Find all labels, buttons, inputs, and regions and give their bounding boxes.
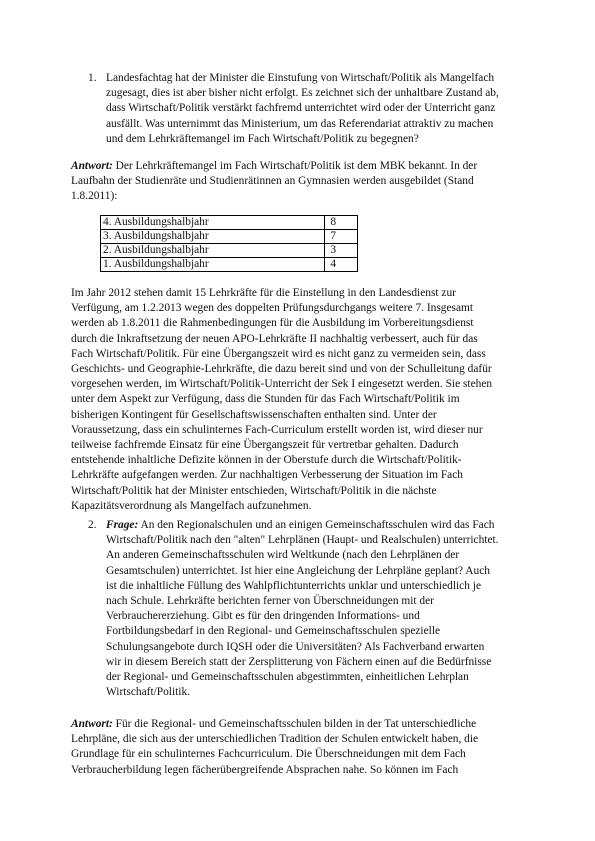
question-label: Frage: xyxy=(106,519,139,531)
q2-number: 2. xyxy=(88,519,97,531)
a1-body xyxy=(71,286,492,514)
a1-intro xyxy=(71,159,477,205)
a2-first-line xyxy=(71,717,478,732)
table-row xyxy=(101,258,358,272)
answer-label: Antwort: xyxy=(71,718,113,730)
q2-line: ist die inhaltliche Füllung des Wahlpflichtunterrichts unklar und unterschiedlich je xyxy=(106,579,481,592)
a2-line: Lehrpläne, die sich aus der unterschiedlichen Tradition der Schulen entwickelt haben, die xyxy=(71,733,479,746)
answer-label: Antwort: xyxy=(71,160,113,172)
q1-number: 1. xyxy=(88,72,97,84)
q2-line: Fortbildungsbedarf in den Regional- und Gemeinschaftsschulen spezielle xyxy=(106,625,441,638)
a1-body-line: bisherigen Kontingent für Gesellschaftswissenschaften enthalten sind. Unter der xyxy=(71,408,437,421)
a1-first-line xyxy=(71,159,477,174)
semester-count: 3 xyxy=(325,244,358,258)
semester-label: 4. Ausbildungshalbjahr xyxy=(101,216,325,230)
semester-label: 2. Ausbildungshalbjahr xyxy=(101,244,325,258)
a2-line: Verbraucherbildung legen fächerübergreifende Absprachen nahe. So können im Fach xyxy=(71,763,459,776)
a1-intro-line: Laufbahn der Studienräte und Studienrätinnen an Gymnasien werden ausgebildet (Stand xyxy=(71,175,474,188)
a1-body-line: vorgesehen werden, im Wirtschaft/Politik-Unterricht der Sek I eingesetzt werden. Sie stehen xyxy=(71,378,493,391)
q1-line: Landesfachtag hat der Minister die Einstufung von Wirtschaft/Politik als Mangelfach xyxy=(106,72,495,84)
q2-line: wir in diesem Bereich statt der Zersplitterung von Fächern einen auf die Bedürfnisse xyxy=(106,655,492,668)
q1-line: und dem Lehrkräftemangel im Fach Wirtschaft/Politik zu begegnen? xyxy=(106,132,419,145)
a1-body-line: teilweise fachfremde Einsatz für eine Übergangszeit für vertretbar gehalten. Dadurch xyxy=(71,439,459,452)
table-row xyxy=(101,230,358,244)
a1-body-line: Voraussetzung, dass ein schulinternes Fach-Curriculum erstellt worden ist, wird dieser nur xyxy=(71,423,483,436)
training-semester-table xyxy=(100,215,358,272)
q1-line: ausfällt. Was unternimmt das Ministerium, um das Referendariat attraktiv zu machen xyxy=(106,117,494,130)
a1-body-line: durch die Inkraftsetzung der neuen APO-Lehrkräfte II nachhaltig verbessert, auch für das xyxy=(71,332,478,345)
q1-line: zugesagt, dies ist aber bisher nicht erfolgt. Es zeichnet sich der unhaltbare Zustand ab, xyxy=(106,87,499,100)
a1-first-line-text: Der Lehrkräftemangel im Fach Wirtschaft/Politik ist dem MBK bekannt. In der xyxy=(112,160,478,172)
table-row xyxy=(101,216,358,230)
q2-line: nach Schule. Lehrkräfte berichten ferner von Überschneidungen mit der xyxy=(106,595,434,608)
a1-body-line: Lehrkräfte aufgefangen werden. Zur nachhaltigen Verbesserung der Situation im Fach xyxy=(71,469,463,482)
q2-line: Schulungsangebote durch IQSH oder die Universitäten? Als Fachverband erwarten xyxy=(106,640,485,653)
semester-count: 7 xyxy=(325,230,358,244)
q2-line: Gesamtschulen) unterrichtet. Ist hier eine Angleichung der Lehrpläne geplant? Auch xyxy=(106,564,490,577)
semester-label: 3. Ausbildungshalbjahr xyxy=(101,230,325,244)
q2-line: Wirtschaft/Politik. xyxy=(106,686,191,699)
a1-body-line: Fach Wirtschaft/Politik. Für eine Übergangszeit wird es nicht ganz zu vermeiden sein, dass xyxy=(71,347,486,360)
semester-count: 4 xyxy=(325,258,358,272)
semester-count: 8 xyxy=(325,216,358,230)
q2-line: der Regional- und Gemeinschaftsschulen abgestimmten, einheitlichen Lehrplan xyxy=(106,671,469,684)
table-row xyxy=(101,244,358,258)
q2-line: An anderen Gemeinschaftsschulen wird Weltkunde (nach den Lehrplänen der xyxy=(106,549,460,562)
q2-line: Verbrauchererziehung. Gibt es für den dringenden Informations- und xyxy=(106,610,420,623)
q2-first-line-text: An den Regionalschulen und an einigen Gemeinschaftsschulen wird das Fach xyxy=(138,519,495,531)
q2-text xyxy=(106,518,499,700)
a1-body-line: Verfügung, am 1.2.2013 wegen des doppelten Prüfungsdurchgangs weitere 7. Insgesamt xyxy=(71,302,474,315)
a1-body-line: Wirtschaft/Politik hat der Minister entschieden, Wirtschaft/Politik in die nächste xyxy=(71,484,437,497)
q1-text xyxy=(106,71,499,147)
a1-body-line: entstehende inhaltliche Defizite können in der Oberstufe durch die Wirtschaft/Politik- xyxy=(71,454,462,467)
a2-line: Grundlage für ein schulinternes Fachcurriculum. Die Überschneidungen mit dem Fach xyxy=(71,748,466,761)
a1-body-line: Kapazitätsverordnung als Mangelfach aufzunehmen. xyxy=(71,499,312,512)
a2-text xyxy=(71,717,478,778)
a1-body-line: Geschichts- und Geographie-Lehrkräfte, die dazu bereit sind und von der Schulleitung dafür xyxy=(71,363,492,376)
a1-intro-line: 1.8.2011): xyxy=(71,190,118,203)
a1-body-line: unter dem Aspekt zur Verfügung, dass die Stunden für das Fach Wirtschaft/Politik im xyxy=(71,393,460,406)
a1-body-line: werden ab 1.8.2011 die Rahmenbedingungen für die Ausbildung im Vorbereitungsdienst xyxy=(71,317,474,330)
q2-line: Wirtschaft/Politik nach den "alten" Lehrplänen (Haupt- und Realschulen) unterrichtet. xyxy=(106,534,499,547)
q2-first-line xyxy=(106,518,499,533)
q1-line: dass Wirtschaft/Politik verstärkt fachfremd unterrichtet wird oder der Unterricht ganz xyxy=(106,102,496,115)
a2-first-line-text: Für die Regional- und Gemeinschaftsschulen bilden in der Tat unterschiedliche xyxy=(112,718,477,730)
semester-label: 1. Ausbildungshalbjahr xyxy=(101,258,325,272)
a1-body-line: Im Jahr 2012 stehen damit 15 Lehrkräfte für die Einstellung in den Landesdienst zur xyxy=(71,287,456,299)
